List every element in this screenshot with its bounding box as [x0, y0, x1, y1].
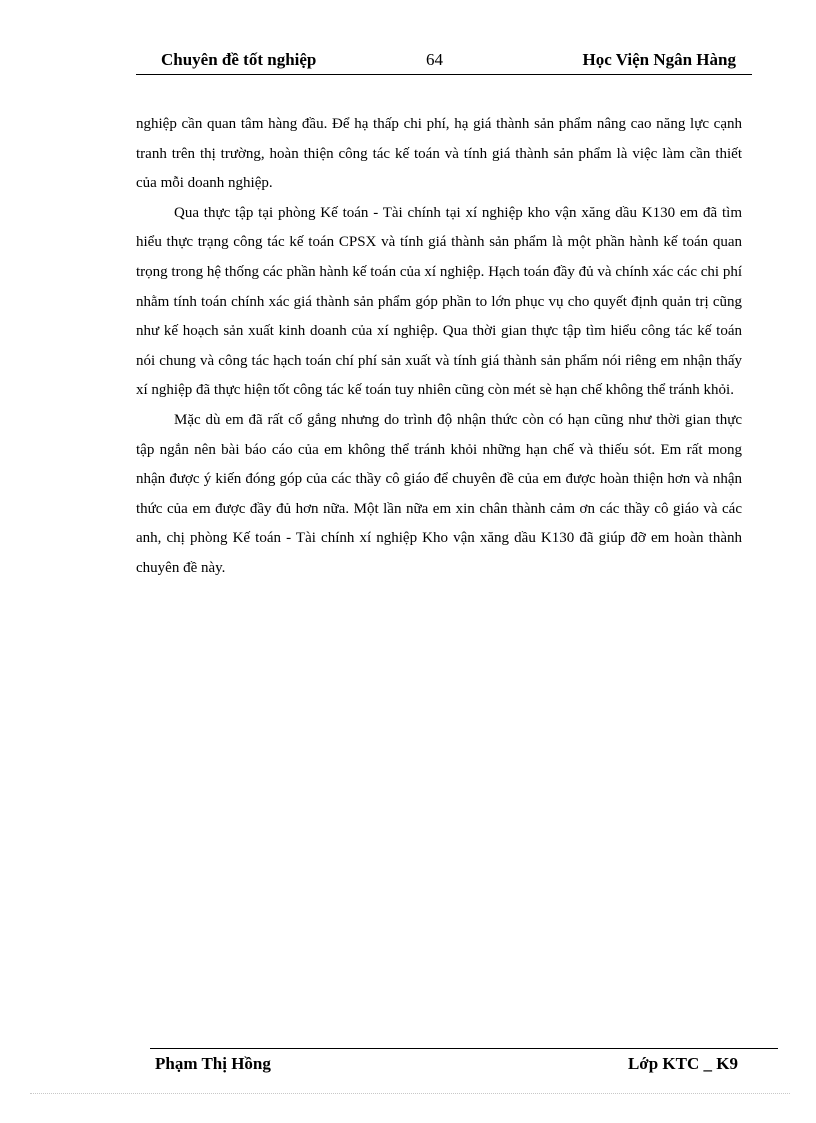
header-thesis-title: Chuyên đề tốt nghiệp	[161, 50, 317, 69]
paragraph-acknowledgement: Mặc dù em đã rất cố gắng nhưng do trình độ nhận thức còn có hạn cũng như thời gian thực tập ngắn nên bài báo cáo của em không thể tránh khỏi những hạn chế và thiếu sót. Em rất mong nhận được ý kiến đóng góp của các thầy cô giáo để chuyên đề của em được hoàn thiện hơn và nhận thức của em được đầy đủ hơn nữa. Một lần nữa em xin chân thành cảm ơn các thầy cô giáo và các anh, chị phòng Kế toán - Tài chính xí nghiệp Kho vận xăng dầu K130 đã giúp đỡ em hoàn thành chuyên đề này.	[136, 411, 742, 576]
page-edge-divider	[30, 1093, 790, 1094]
body-text	[136, 110, 742, 584]
footer-author: Phạm Thị Hồng	[155, 1054, 271, 1073]
footer-class: Lớp KTC _ K9	[627, 1054, 738, 1073]
header-page-number: 64	[426, 50, 443, 69]
paragraph-internship: Qua thực tập tại phòng Kế toán - Tài chính tại xí nghiệp kho vận xăng dầu K130 em đã tìm hiểu thực trạng công tác kế toán CPSX và tính giá thành sản phẩm là một phần hành kế toán quan trọng trong hệ thống các phần hành kế toán của xí nghiệp. Hạch toán đầy đủ và chính xác các chi phí nhằm tính toán chính xác giá thành sản phẩm góp phần to lớn phục vụ cho quyết định quản trị cũng như kế hoạch sản xuất kinh doanh của xí nghiệp. Qua thời gian thực tập tìm hiểu công tác kế toán nói chung và công tác hạch toán chí phí sản xuất và tính giá thành sản phẩm nói riêng em nhận thấy xí nghiệp đã thực hiện tốt công tác kế toán tuy nhiên cũng còn mét sè hạn chế không thể tránh khỏi.	[136, 204, 742, 399]
paragraph-continued: nghiệp cần quan tâm hàng đầu. Để hạ thấp chi phí, hạ giá thành sản phẩm nâng cao năng lực cạnh tranh trên thị trường, hoàn thiện công tác kế toán và tính giá thành sản phẩm là việc làm cần thiết của mỗi doanh nghiệp.	[136, 116, 742, 192]
header-institution: Học Viện Ngân Hàng	[582, 50, 736, 69]
page-header	[136, 48, 752, 75]
page-footer	[150, 1048, 778, 1079]
